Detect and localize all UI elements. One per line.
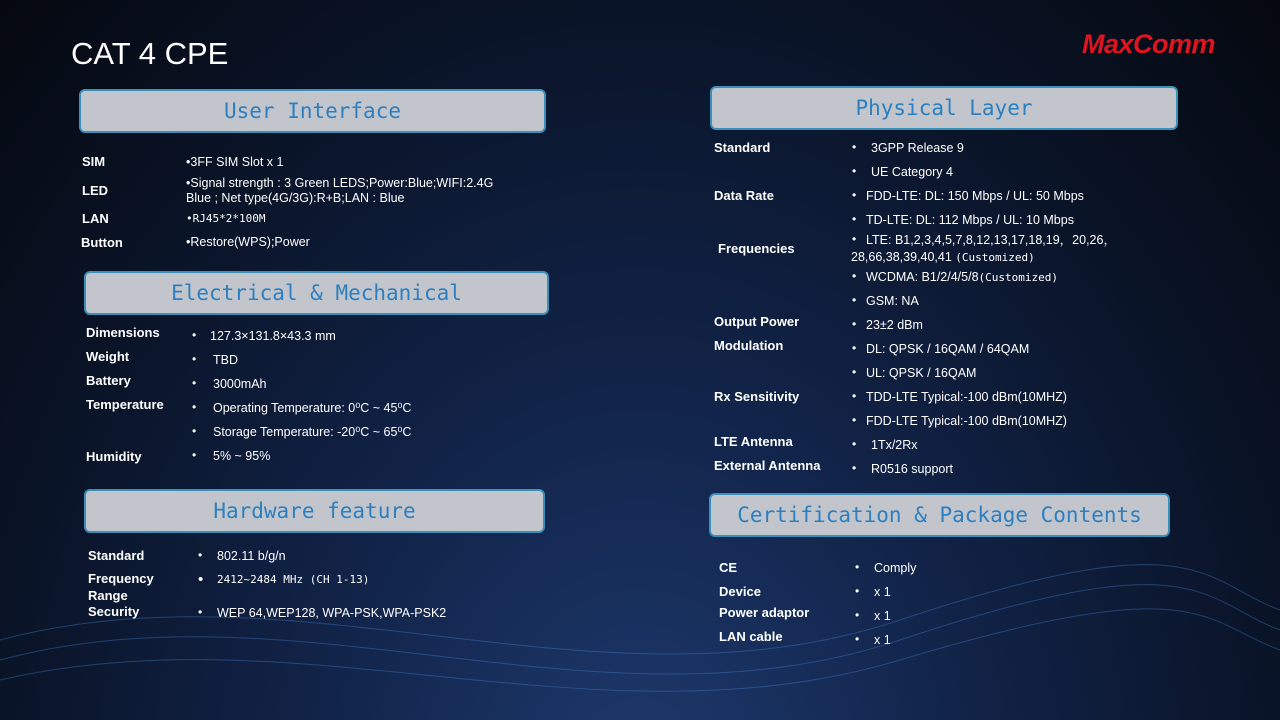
spec-value-text: LTE: B1,2,3,4,5,7,8,12,13,17,18,19，20,26， (866, 233, 1116, 247)
spec-value: x 1 (874, 609, 891, 623)
spec-note: (Customized) (955, 251, 1035, 264)
bullet: • (852, 232, 857, 246)
bullet: • (198, 605, 203, 619)
bullet: • (192, 352, 197, 366)
spec-label: LAN (82, 211, 109, 226)
spec-label: Frequencies (718, 241, 795, 256)
spec-value-cont (851, 249, 1035, 266)
spec-value: 802.11 b/g/n (217, 549, 286, 563)
bullet: • (852, 389, 857, 403)
spec-note: (Customized) (978, 271, 1059, 284)
spec-value: WEP 64,WEP128, WPA-PSK,WPA-PSK2 (217, 606, 447, 620)
spec-value: TBD (213, 353, 238, 367)
spec-label: Weight (86, 349, 130, 364)
spec-label: Device (719, 584, 761, 599)
spec-label: Rx Sensitivity (714, 389, 800, 404)
spec-value-text: 23±2 dBm (866, 318, 923, 332)
spec-value: 5% ~ 95% (213, 449, 271, 463)
spec-value: •Restore(WPS);Power (186, 235, 310, 249)
spec-value (866, 212, 1074, 228)
bullet: • (852, 365, 857, 379)
spec-value-text: DL: QPSK / 16QAM / 64QAM (866, 342, 1030, 356)
bullet: • (855, 608, 860, 622)
spec-value: •3FF SIM Slot x 1 (186, 155, 284, 169)
spec-label: CE (719, 560, 738, 575)
spec-value: Comply (874, 561, 917, 575)
spec-label: SIM (82, 154, 106, 169)
spec-label: LED (82, 183, 108, 198)
bullet: • (852, 413, 857, 427)
bullet: • (852, 437, 857, 451)
spec-label: External Antenna (714, 458, 821, 473)
spec-value-text: GSM: NA (866, 294, 919, 308)
bullet: • (852, 140, 857, 154)
background-wave-decoration (0, 520, 1280, 720)
spec-value (866, 269, 1058, 286)
spec-value (871, 164, 953, 180)
spec-value: 2412~2484 MHz (CH 1-13) (217, 573, 370, 586)
spec-label: Button (81, 235, 123, 250)
spec-value (866, 365, 976, 381)
spec-value: 127.3×131.8×43.3 mm (210, 329, 336, 343)
spec-label: Standard (714, 140, 771, 155)
spec-value (871, 140, 964, 156)
spec-value: x 1 (874, 585, 891, 599)
bullet: • (852, 341, 857, 355)
spec-value-text: WCDMA: B1/2/4/5/8 (866, 270, 979, 284)
spec-value (871, 437, 918, 453)
spec-value: •Signal strength : 3 Green LEDS;Power:Blue;WIFI:2.4G (186, 176, 494, 190)
section-header-user-interface: User Interface (79, 89, 546, 133)
spec-label-cont: Range (88, 588, 128, 603)
spec-value-text: FDD-LTE: DL: 150 Mbps / UL: 50 Mbps (866, 189, 1084, 203)
page-title: CAT 4 CPE (71, 36, 229, 71)
spec-label: Standard (88, 548, 145, 563)
section-header-electrical: Electrical & Mechanical (84, 271, 549, 315)
spec-value (866, 413, 1067, 429)
bullet: • (852, 164, 857, 178)
spec-value-text: TD-LTE: DL: 112 Mbps / UL: 10 Mbps (866, 213, 1074, 227)
spec-label: Humidity (86, 449, 142, 464)
spec-value (866, 341, 1029, 357)
spec-value-text: FDD-LTE Typical:-100 dBm(10MHZ) (866, 414, 1067, 428)
spec-value-text: R0516 support (871, 462, 954, 476)
spec-label: Modulation (714, 338, 784, 353)
bullet: • (192, 376, 197, 390)
spec-label: LTE Antenna (714, 434, 793, 449)
spec-label: Temperature (86, 397, 164, 412)
bullet: • (192, 424, 197, 438)
spec-value-text: 1Tx/2Rx (871, 438, 918, 452)
spec-value-text: 28,66,38,39,40,41 (851, 250, 956, 264)
spec-value-text: TDD-LTE Typical:-100 dBm(10MHZ) (866, 390, 1067, 404)
spec-label: Data Rate (714, 188, 774, 203)
bullet: • (192, 328, 197, 342)
spec-value-text: UL: QPSK / 16QAM (866, 366, 977, 380)
spec-label: Dimensions (86, 325, 160, 340)
spec-value: Storage Temperature: -20⁰C ~ 65⁰C (213, 425, 412, 439)
bullet: • (192, 448, 197, 462)
spec-value: 3000mAh (213, 377, 267, 391)
bullet: • (198, 571, 204, 588)
spec-value: Operating Temperature: 0⁰C ~ 45⁰C (213, 401, 412, 415)
spec-value-text: UE Category 4 (871, 165, 953, 179)
spec-value (866, 232, 1116, 248)
spec-value: x 1 (874, 633, 891, 647)
bullet: • (852, 293, 857, 307)
bullet: • (198, 548, 203, 562)
bullet: • (852, 269, 857, 283)
spec-value-text: 3GPP Release 9 (871, 141, 964, 155)
bullet: • (852, 461, 857, 475)
spec-label: LAN cable (719, 629, 783, 644)
spec-label: Power adaptor (719, 605, 810, 620)
section-header-physical: Physical Layer (710, 86, 1178, 130)
spec-value (871, 461, 953, 477)
spec-value: •RJ45*2*100M (186, 212, 266, 225)
bullet: • (852, 212, 857, 226)
bullet: • (855, 632, 860, 646)
spec-value (866, 293, 919, 309)
spec-value (866, 389, 1067, 405)
spec-label: Frequency (88, 571, 154, 586)
spec-value (866, 317, 923, 333)
spec-label: Battery (86, 373, 131, 388)
section-header-certification: Certification & Package Contents (709, 493, 1170, 537)
spec-value (866, 188, 1084, 204)
spec-value-cont: Blue ; Net type(4G/3G):R+B;LAN : Blue (186, 191, 405, 205)
bullet: • (855, 584, 860, 598)
bullet: • (852, 317, 857, 331)
bullet: • (852, 188, 857, 202)
bullet: • (855, 560, 860, 574)
maxcomm-logo: MaxComm (1082, 29, 1216, 59)
bullet: • (192, 400, 197, 414)
spec-label: Security (88, 604, 140, 619)
section-header-hardware: Hardware feature (84, 489, 545, 533)
spec-label: Output Power (714, 314, 800, 329)
